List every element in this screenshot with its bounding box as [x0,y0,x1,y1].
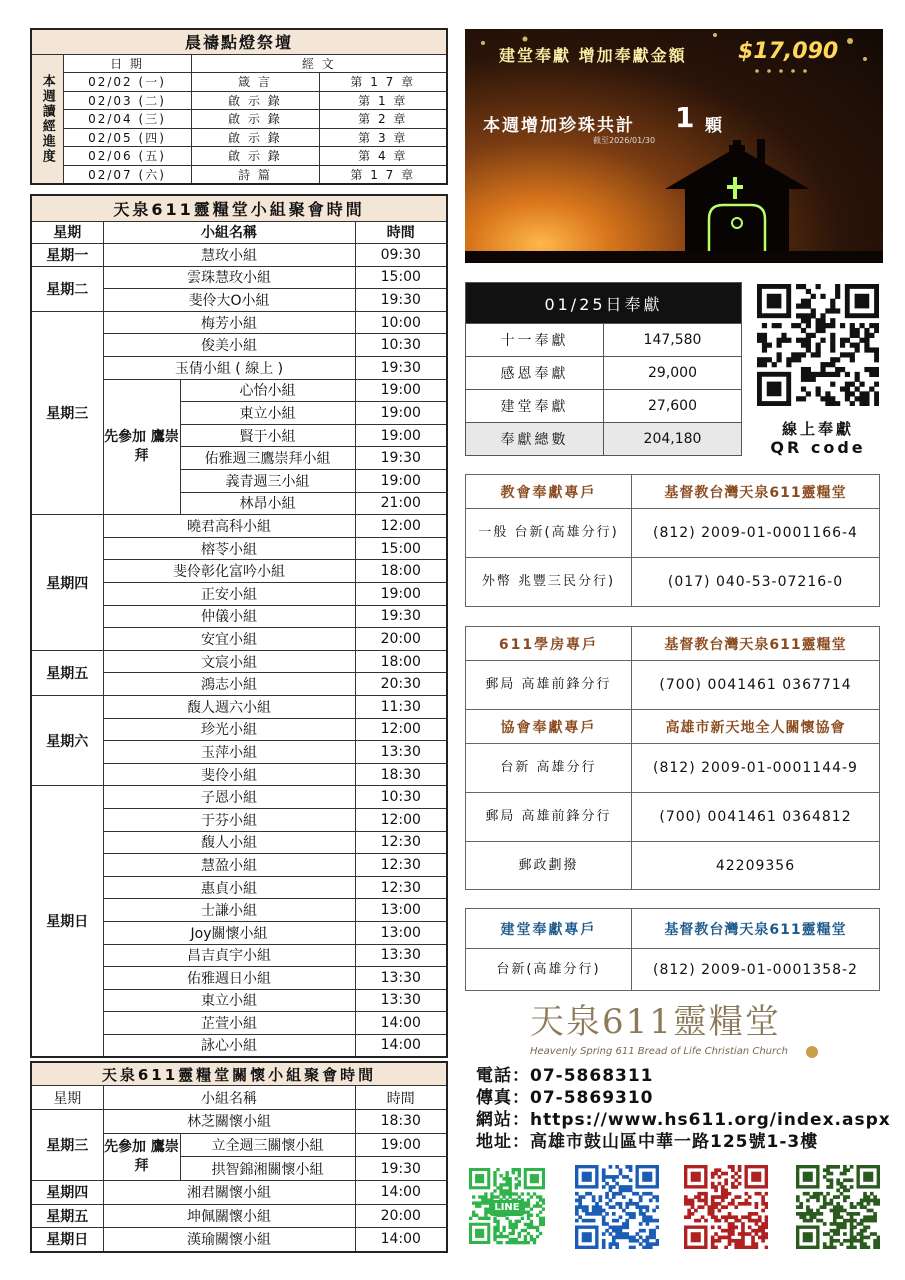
group-name: 仲儀小組 [103,605,355,628]
group-name: 鴻志小組 [103,673,355,696]
group-time: 15:00 [355,266,447,289]
offering-total: 204,180 [604,423,742,456]
group-time: 14:00 [355,1228,447,1252]
fax: 傳真：07-5869310 [476,1088,654,1108]
bank-name: 郵局 高雄前鋒分行 [466,661,632,710]
offering-label: 建堂奉獻 [466,390,604,423]
reading-row [31,147,447,166]
group-name: 子恩小組 [103,786,355,809]
group-name: 東立小組 [103,989,355,1012]
group-name: 馥人週六小組 [103,695,355,718]
group-time: 18:30 [355,763,447,786]
group-name: 林芝關懷小組 [103,1109,355,1133]
reading-title: 晨禱點燈祭壇 [31,29,447,54]
reading-col-text: 經 文 [191,54,447,73]
group-time: 10:30 [355,786,447,809]
group-name: 俊美小組 [103,334,355,357]
group-time: 20:00 [355,1204,447,1228]
day-cell: 星期三 [31,311,103,514]
reading-row [31,128,447,147]
group-name: 斐伶大O小組 [103,289,355,312]
table-row [31,515,447,538]
bank-name: 台新(高雄分行) [466,949,632,991]
group-time: 13:00 [355,921,447,944]
group-time: 20:00 [355,628,447,651]
group-time: 18:00 [355,560,447,583]
group-time: 12:30 [355,854,447,877]
reading-book: 箴 言 [191,73,319,92]
group-time: 19:00 [355,1133,447,1157]
group-name: 馥人小組 [103,831,355,854]
group-name: 詠心小組 [103,1034,355,1057]
account-number: (812) 2009-01-0001166-4 [632,509,880,558]
group-time: 12:00 [355,808,447,831]
banner-count: 1 [675,101,695,134]
group-time: 19:30 [355,357,447,380]
bank-name: 郵政劃撥 [466,842,632,890]
groups-col-name: 小組名稱 [103,221,355,244]
group-name: 斐伶小組 [103,763,355,786]
day-cell: 星期六 [31,695,103,785]
qr-label-2: QR code [770,438,866,457]
group-time: 12:30 [355,876,447,899]
study-assoc-account-table [465,626,880,890]
church-account-table [465,474,880,607]
day-cell: 星期三 [31,1109,103,1180]
groups-table [30,194,448,1058]
reading-book: 啟 示 錄 [191,147,319,166]
group-name: 珍光小組 [103,718,355,741]
group-name: 佑雅週三鷹崇拜小組 [180,447,355,470]
offering-amount: 147,580 [604,324,742,357]
group-name: 賢于小組 [180,424,355,447]
banner-note: 截至2026/01/30 [593,136,656,145]
group-name: 芷萱小組 [103,1012,355,1035]
account-name: 基督教台灣天泉611靈糧堂 [632,475,880,509]
group-name: 正安小組 [103,583,355,606]
account-name: 基督教台灣天泉611靈糧堂 [632,627,880,661]
day-cell: 星期日 [31,786,103,1057]
account-name: 基督教台灣天泉611靈糧堂 [632,909,880,949]
group-name: 拱智錦湘關懷小組 [180,1157,355,1181]
care-title: 天泉611靈糧堂關懷小組聚會時間 [31,1062,447,1086]
phone: 電話：07-5868311 [476,1066,654,1086]
group-time: 18:30 [355,1109,447,1133]
reading-chapter: 第 2 章 [319,110,447,129]
group-name: 義青週三小組 [180,470,355,493]
group-time: 13:30 [355,944,447,967]
address: 地址：高雄市鼓山區中華一路125號1-3樓 [476,1132,819,1152]
group-time: 12:30 [355,831,447,854]
group-name: Joy關懷小組 [103,921,355,944]
day-cell: 星期四 [31,1180,103,1204]
church-logo-en: Heavenly Spring 611 Bread of Life Christian Church [530,1046,788,1057]
group-time: 12:00 [355,515,447,538]
group-name: 漢瑜關懷小組 [103,1228,355,1252]
reading-row [31,91,447,110]
table-row [31,311,447,334]
group-name: 昌吉貞宇小組 [103,944,355,967]
reading-chapter: 第 1 章 [319,91,447,110]
group-name: 坤佩關懷小組 [103,1204,355,1228]
group-time: 14:00 [355,1180,447,1204]
reading-side-label: 本週讀經進度 [31,54,63,184]
reading-date: 02/07 (六) [63,165,191,184]
group-name: 佑雅週日小組 [103,967,355,990]
reading-chapter: 第 3 章 [319,128,447,147]
table-row [31,786,447,809]
reading-book: 啟 示 錄 [191,110,319,129]
website-qr-code[interactable] [796,1165,880,1249]
care-col-name: 小組名稱 [103,1086,355,1110]
reading-row [31,110,447,129]
group-time: 13:30 [355,741,447,764]
offering-label: 十一奉獻 [466,324,604,357]
group-name: 慧盈小組 [103,854,355,877]
group-time: 19:00 [355,470,447,493]
line-icon: LINE [489,1200,525,1216]
account-number: 42209356 [632,842,880,890]
group-name: 湘君關懷小組 [103,1180,355,1204]
reading-row [31,73,447,92]
bank-name: 一般 台新(高雄分行) [466,509,632,558]
banner-line2: 本週增加珍珠共計 [483,116,635,136]
reading-date: 02/02 (一) [63,73,191,92]
offering-title: 01/25日奉獻 [466,283,742,324]
group-name: 士謙小組 [103,899,355,922]
building-account-table [465,908,880,991]
group-name: 立全週三關懷小組 [180,1133,355,1157]
bank-name: 郵局 高雄前鋒分行 [466,793,632,842]
group-time: 10:00 [355,311,447,334]
group-name: 安宜小組 [103,628,355,651]
account-label: 611學房專戶 [466,627,632,661]
table-row [31,695,447,718]
group-name: 玉倩小組 ( 線上 ) [103,357,355,380]
group-name: 梅芳小組 [103,311,355,334]
group-name: 慧玫小組 [103,244,355,267]
facebook-qr-code[interactable] [575,1165,659,1249]
reading-table [30,28,448,185]
day-cell: 星期四 [31,515,103,651]
reading-date: 02/03 (二) [63,91,191,110]
offering-label: 感恩奉獻 [466,357,604,390]
reading-book: 啟 示 錄 [191,128,319,147]
group-time: 19:30 [355,289,447,312]
group-name: 東立小組 [180,402,355,425]
account-name: 高雄市新天地全人關懷協會 [632,710,880,744]
pre-worship-label: 先參加 鷹崇拜 [103,379,180,515]
reading-date: 02/06 (五) [63,147,191,166]
reading-date: 02/05 (四) [63,128,191,147]
banner-line1: 建堂奉獻 增加奉獻金額 [499,46,687,65]
account-number: (700) 0041461 0364812 [632,793,880,842]
banner-amount: $17,090 [738,39,839,64]
account-number: (017) 040-53-07216-0 [632,558,880,607]
day-cell: 星期五 [31,650,103,695]
group-time: 09:30 [355,244,447,267]
table-row [466,423,742,456]
table-row [466,390,742,423]
group-time: 19:00 [355,402,447,425]
account-number: (812) 2009-01-0001358-2 [632,949,880,991]
groups-col-time: 時間 [355,221,447,244]
table-row [466,324,742,357]
youtube-qr-code[interactable] [684,1165,768,1249]
day-cell: 星期一 [31,244,103,267]
group-time: 19:00 [355,379,447,402]
groups-title: 天泉611靈糧堂小組聚會時間 [31,195,447,221]
qr-label-1: 線上奉獻 [781,420,854,438]
groups-col-day: 星期 [31,221,103,244]
group-time: 18:00 [355,650,447,673]
group-name: 于芬小組 [103,808,355,831]
group-time: 19:30 [355,1157,447,1181]
reading-date: 02/04 (三) [63,110,191,129]
pre-worship-label: 先參加 鷹崇拜 [103,1133,180,1180]
group-time: 11:30 [355,695,447,718]
group-name: 林昂小組 [180,492,355,515]
logo-badge-icon [806,1046,818,1058]
group-name: 榕苓小組 [103,537,355,560]
offering-qr-code[interactable] [757,284,879,406]
day-cell: 星期日 [31,1228,103,1252]
church-logo: 天泉611靈糧堂 [530,1002,781,1042]
group-time: 13:00 [355,899,447,922]
table-row [31,1180,447,1204]
account-number: (812) 2009-01-0001144-9 [632,744,880,793]
group-name: 文宸小組 [103,650,355,673]
table-row [466,357,742,390]
group-time: 19:30 [355,447,447,470]
account-label: 教會奉獻專戶 [466,475,632,509]
table-row [31,650,447,673]
table-row [31,1228,447,1252]
care-col-time: 時間 [355,1086,447,1110]
day-cell: 星期五 [31,1204,103,1228]
account-label: 建堂奉獻專戶 [466,909,632,949]
group-time: 14:00 [355,1034,447,1057]
group-time: 13:30 [355,967,447,990]
offering-amount: 27,600 [604,390,742,423]
building-fund-banner [465,29,883,263]
reading-book: 啟 示 錄 [191,91,319,110]
reading-row [31,165,447,184]
care-col-day: 星期 [31,1086,103,1110]
reading-book: 詩 篇 [191,165,319,184]
group-time: 13:30 [355,989,447,1012]
group-time: 19:30 [355,605,447,628]
reading-chapter: 第 4 章 [319,147,447,166]
group-name: 斐伶彰化富吟小組 [103,560,355,583]
group-time: 19:00 [355,583,447,606]
group-name: 曉君高科小組 [103,515,355,538]
bank-name: 台新 高雄分行 [466,744,632,793]
offering-amount: 29,000 [604,357,742,390]
group-time: 19:00 [355,424,447,447]
care-table [30,1061,448,1253]
group-time: 14:00 [355,1012,447,1035]
group-name: 心怡小組 [180,379,355,402]
account-label: 協會奉獻專戶 [466,710,632,744]
reading-chapter: 第 1 7 章 [319,73,447,92]
reading-col-date: 日 期 [63,54,191,73]
banner-unit: 顆 [705,116,722,136]
group-name: 雲珠慧玫小組 [103,266,355,289]
day-cell: 星期二 [31,266,103,311]
group-time: 10:30 [355,334,447,357]
table-row [31,266,447,289]
group-name: 玉萍小組 [103,741,355,764]
offering-table [465,282,742,456]
offering-total-label: 奉獻總數 [466,423,604,456]
table-row [31,1109,447,1133]
account-number: (700) 0041461 0367714 [632,661,880,710]
website-link[interactable]: 網站：https://www.hs611.org/index.aspx [476,1110,891,1130]
reading-chapter: 第 1 7 章 [319,165,447,184]
group-name: 惠貞小組 [103,876,355,899]
table-row [31,1204,447,1228]
table-row [31,244,447,267]
group-time: 12:00 [355,718,447,741]
group-time: 21:00 [355,492,447,515]
group-time: 20:30 [355,673,447,696]
bank-name: 外幣 兆豐三民分行) [466,558,632,607]
group-time: 15:00 [355,537,447,560]
